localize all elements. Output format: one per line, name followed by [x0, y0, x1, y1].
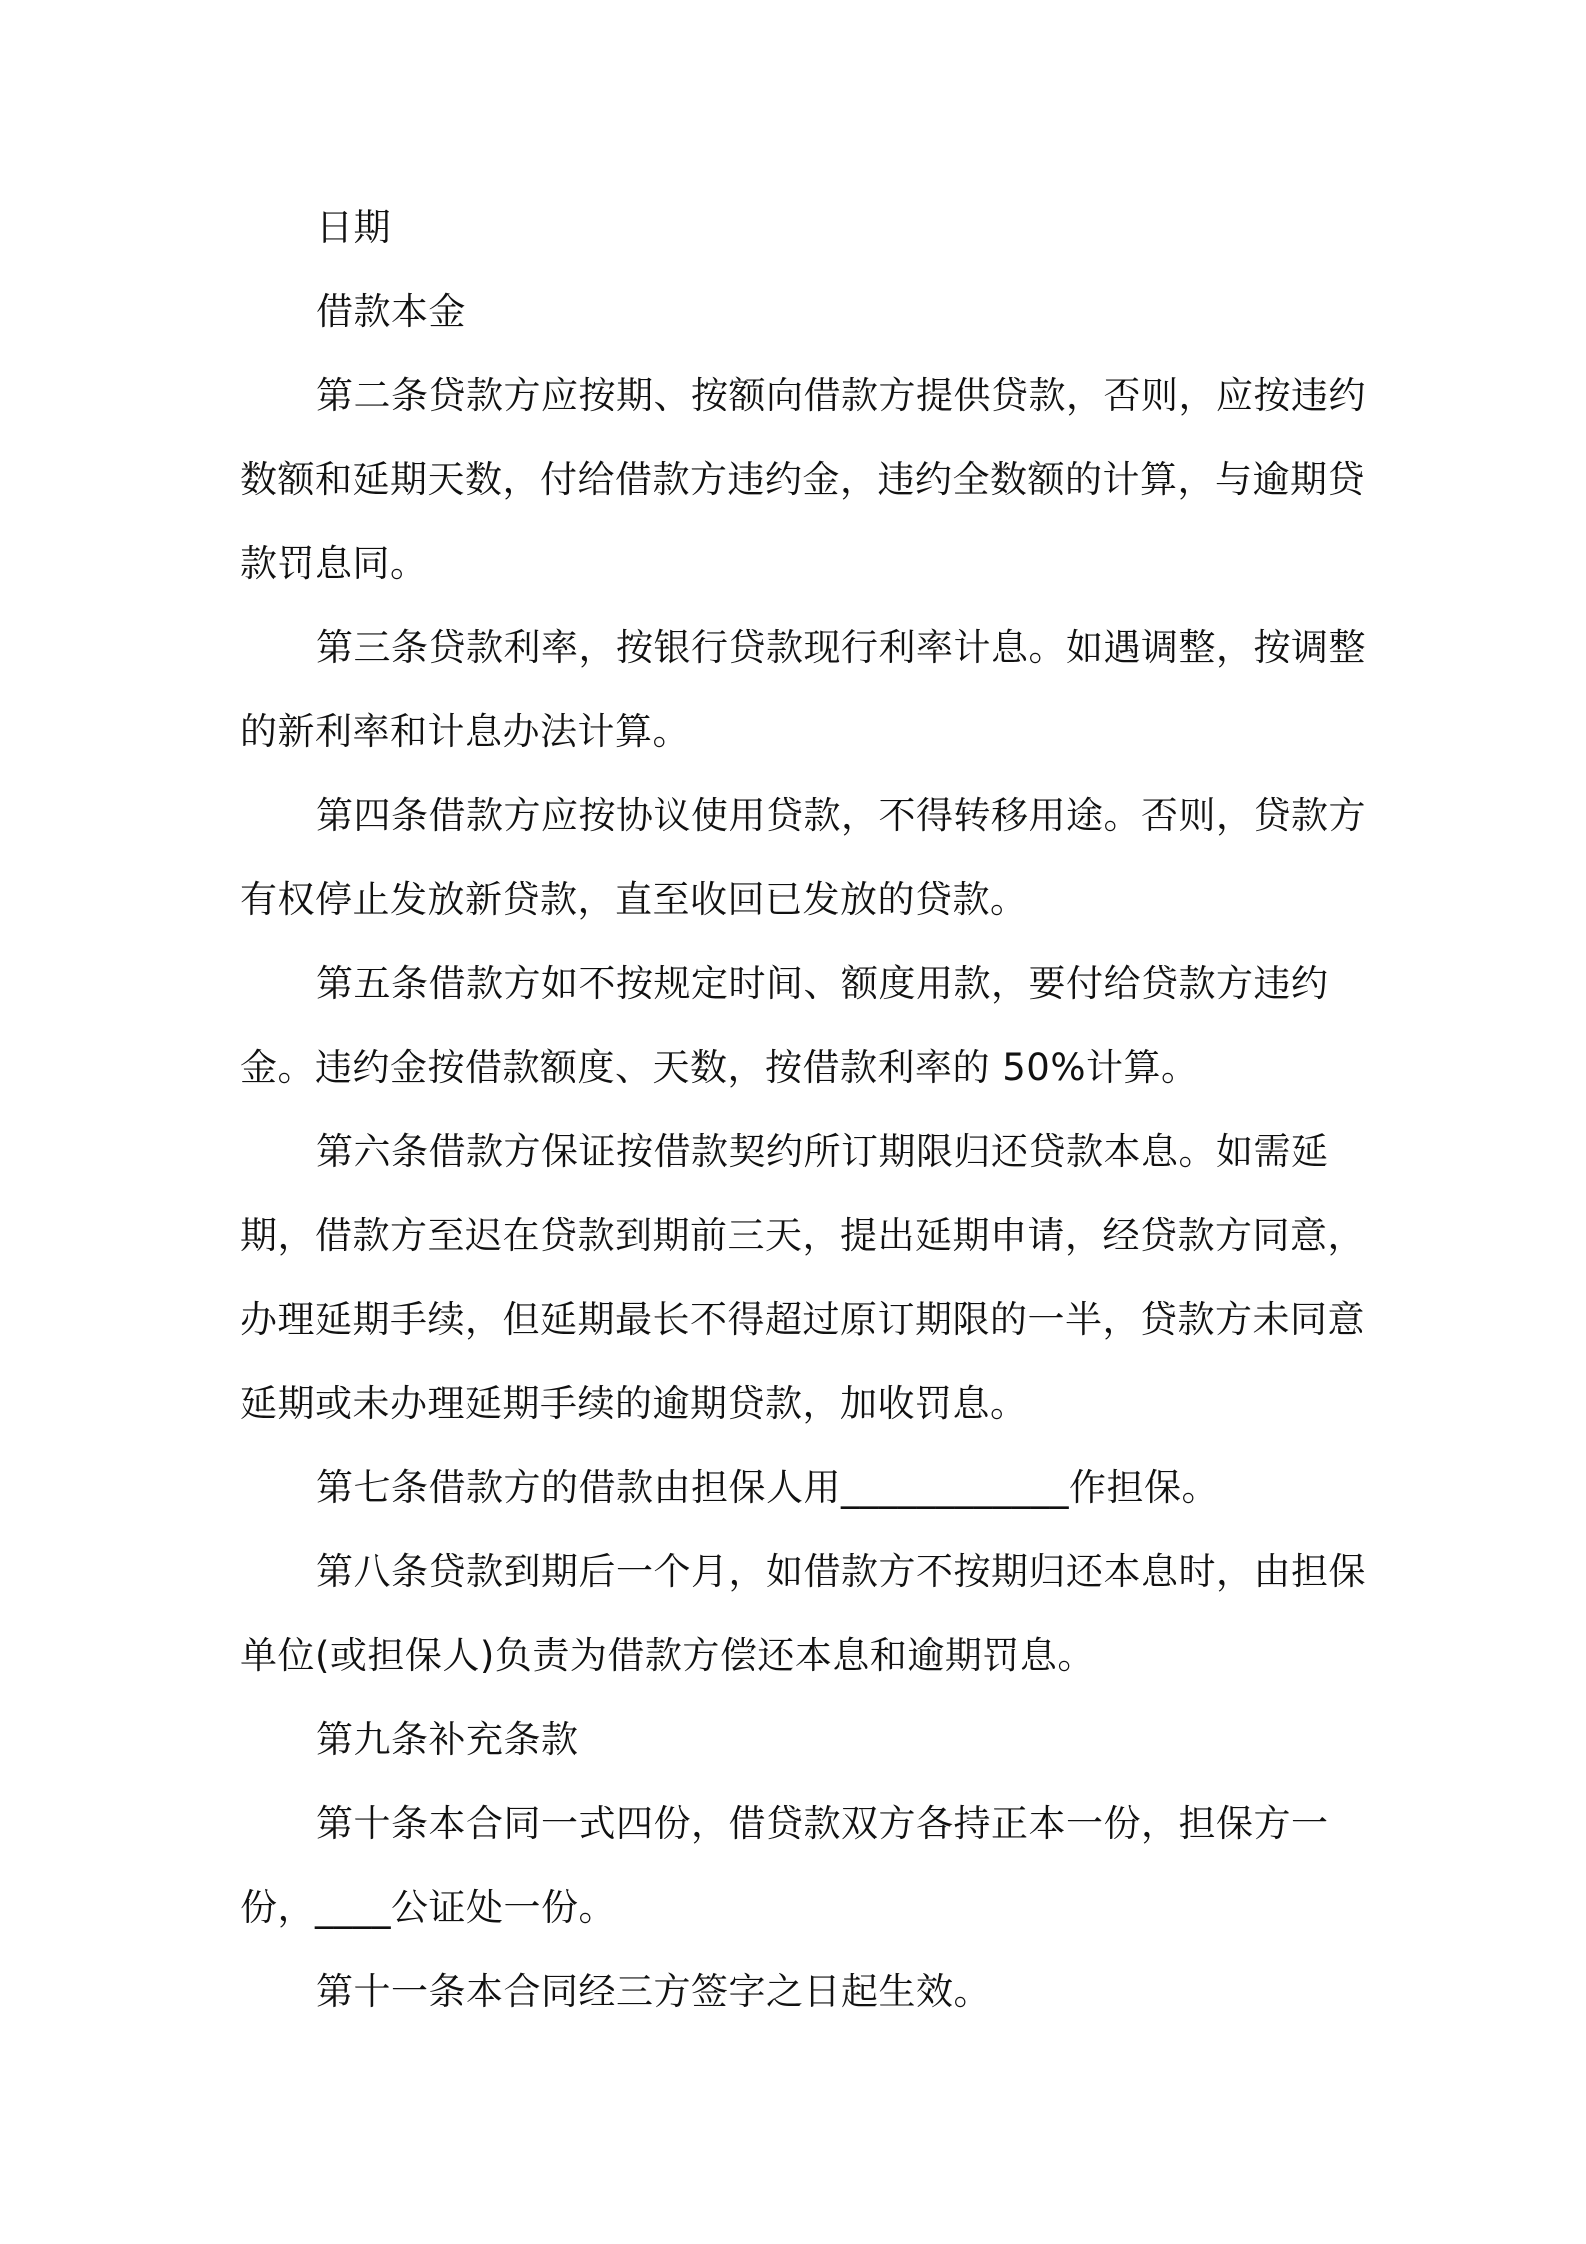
paragraph-article-8: 第八条贷款到期后一个月，如借款方不按期归还本息时，由担保单位(或担保人)负责为借款方偿还本息和逾期罚息。 — [240, 1550, 1366, 1677]
paragraph-article-3: 第三条贷款利率，按银行贷款现行利率计息。如遇调整，按调整的新利率和计息办法计算。 — [240, 626, 1366, 753]
paragraph-article-11: 第十一条本合同经三方签字之日起生效。 — [316, 1970, 991, 2013]
paragraph-article-5: 第五条借款方如不按规定时间、额度用款，要付给贷款方违约金。违约金按借款额度、天数，按借款利率的 50%计算。 — [240, 962, 1329, 1089]
paragraph-article-6: 第六条借款方保证按借款契约所订期限归还贷款本息。如需延期，借款方至迟在贷款到期前三天，提出延期申请，经贷款方同意，办理延期手续，但延期最长不得超过原订期限的一半，贷款方未同意延期或未办理延期手续的逾期贷款，加收罚息。 — [240, 1130, 1365, 1425]
paragraph-article-10: 第十条本合同一式四份，借贷款双方各持正本一份，担保方一份，____公证处一份。 — [240, 1802, 1329, 1929]
paragraph-article-2: 第二条贷款方应按期、按额向借款方提供贷款，否则，应按违约数额和延期天数，付给借款方违约金，违约全数额的计算，与逾期贷款罚息同。 — [240, 374, 1366, 585]
paragraph-article-9: 第九条补充条款 — [316, 1718, 579, 1761]
paragraph-date: 日期 — [316, 206, 391, 249]
paragraph-principal: 借款本金 — [316, 290, 466, 333]
paragraph-article-7: 第七条借款方的借款由担保人用____________作担保。 — [316, 1466, 1219, 1509]
paragraph-article-4: 第四条借款方应按协议使用贷款，不得转移用途。否则，贷款方有权停止发放新贷款，直至收回已发放的贷款。 — [240, 794, 1366, 921]
